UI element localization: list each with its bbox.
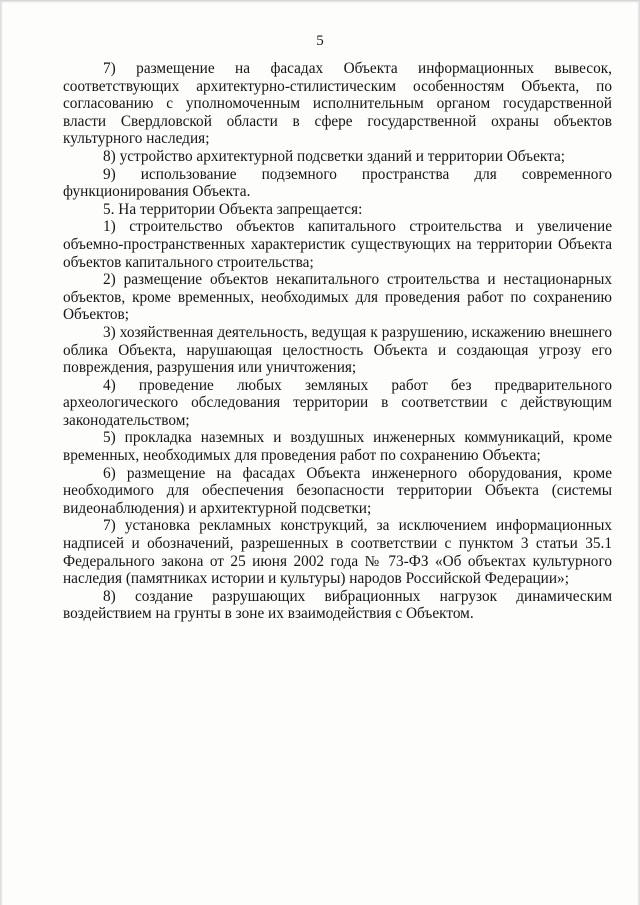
document-body (63, 60, 612, 623)
prohibition-item-6: 6) размещение на фасадах Объекта инженерного оборудования, кроме необходимого для обеспечения безопасности территории Объекта (системы видеонаблюдения) и архитектурной подсветки; (63, 464, 612, 517)
prohibition-item-4: 4) проведение любых земляных работ без предварительного археологического обследования территории в соответствии с действующим законодательством; (63, 376, 612, 429)
prohibition-item-2: 2) размещение объектов некапитального строительства и нестационарных объектов, кроме временных, необходимых для проведения работ по сохранению Объектов; (63, 271, 612, 324)
paragraph-item-8-lighting: 8) устройство архитектурной подсветки зданий и территории Объекта; (103, 147, 565, 165)
scan-edge-left (0, 0, 3, 905)
prohibition-item-5: 5) прокладка наземных и воздушных инженерных коммуникаций, кроме временных, необходимых для проведения работ по сохранению Объекта; (63, 429, 612, 465)
prohibition-item-8: 8) создание разрушающих вибрационных нагрузок динамическим воздействием на грунты в зоне их взаимодействия с Объектом. (63, 587, 612, 623)
scan-edge-top (0, 0, 640, 3)
prohibition-item-3: 3) хозяйственная деятельность, ведущая к разрушению, искажению внешнего облика Объекта, нарушающая целостность Объекта и создающая угрозу его повреждения, разрушения или уничтожения; (63, 323, 612, 377)
page-number: 5 (316, 33, 324, 49)
paragraph-item-7-signage: 7) размещение на фасадах Объекта информационных вывесок, соответствующих архитектурно-стилистическим особенностям Объекта, по согласованию с уполномоченным исполнительным органом государственной власти Свердловской области в сфере государственной охраны объектов культурного наследия; (63, 60, 612, 148)
prohibition-item-1: 1) строительство объектов капитального строительства и увеличение объемно-пространственных характеристик существующих на территории Объекта объектов капитального строительства; (63, 218, 612, 271)
prohibition-item-7: 7) установка рекламных конструкций, за исключением информационных надписей и обозначений, разрешенных в соответствии с пунктом 3 статьи 35.1 Федерального закона от 25 июня 2002 года № 73-ФЗ «Об объектах культурного наследия (памятниках истории и культуры) народов Российской Федерации»; (63, 517, 612, 588)
paragraph-item-9-underground: 9) использование подземного пространства для современного функционирования Объекта. (63, 165, 612, 201)
section-5-heading: 5. На территории Объекта запрещается: (103, 200, 363, 218)
